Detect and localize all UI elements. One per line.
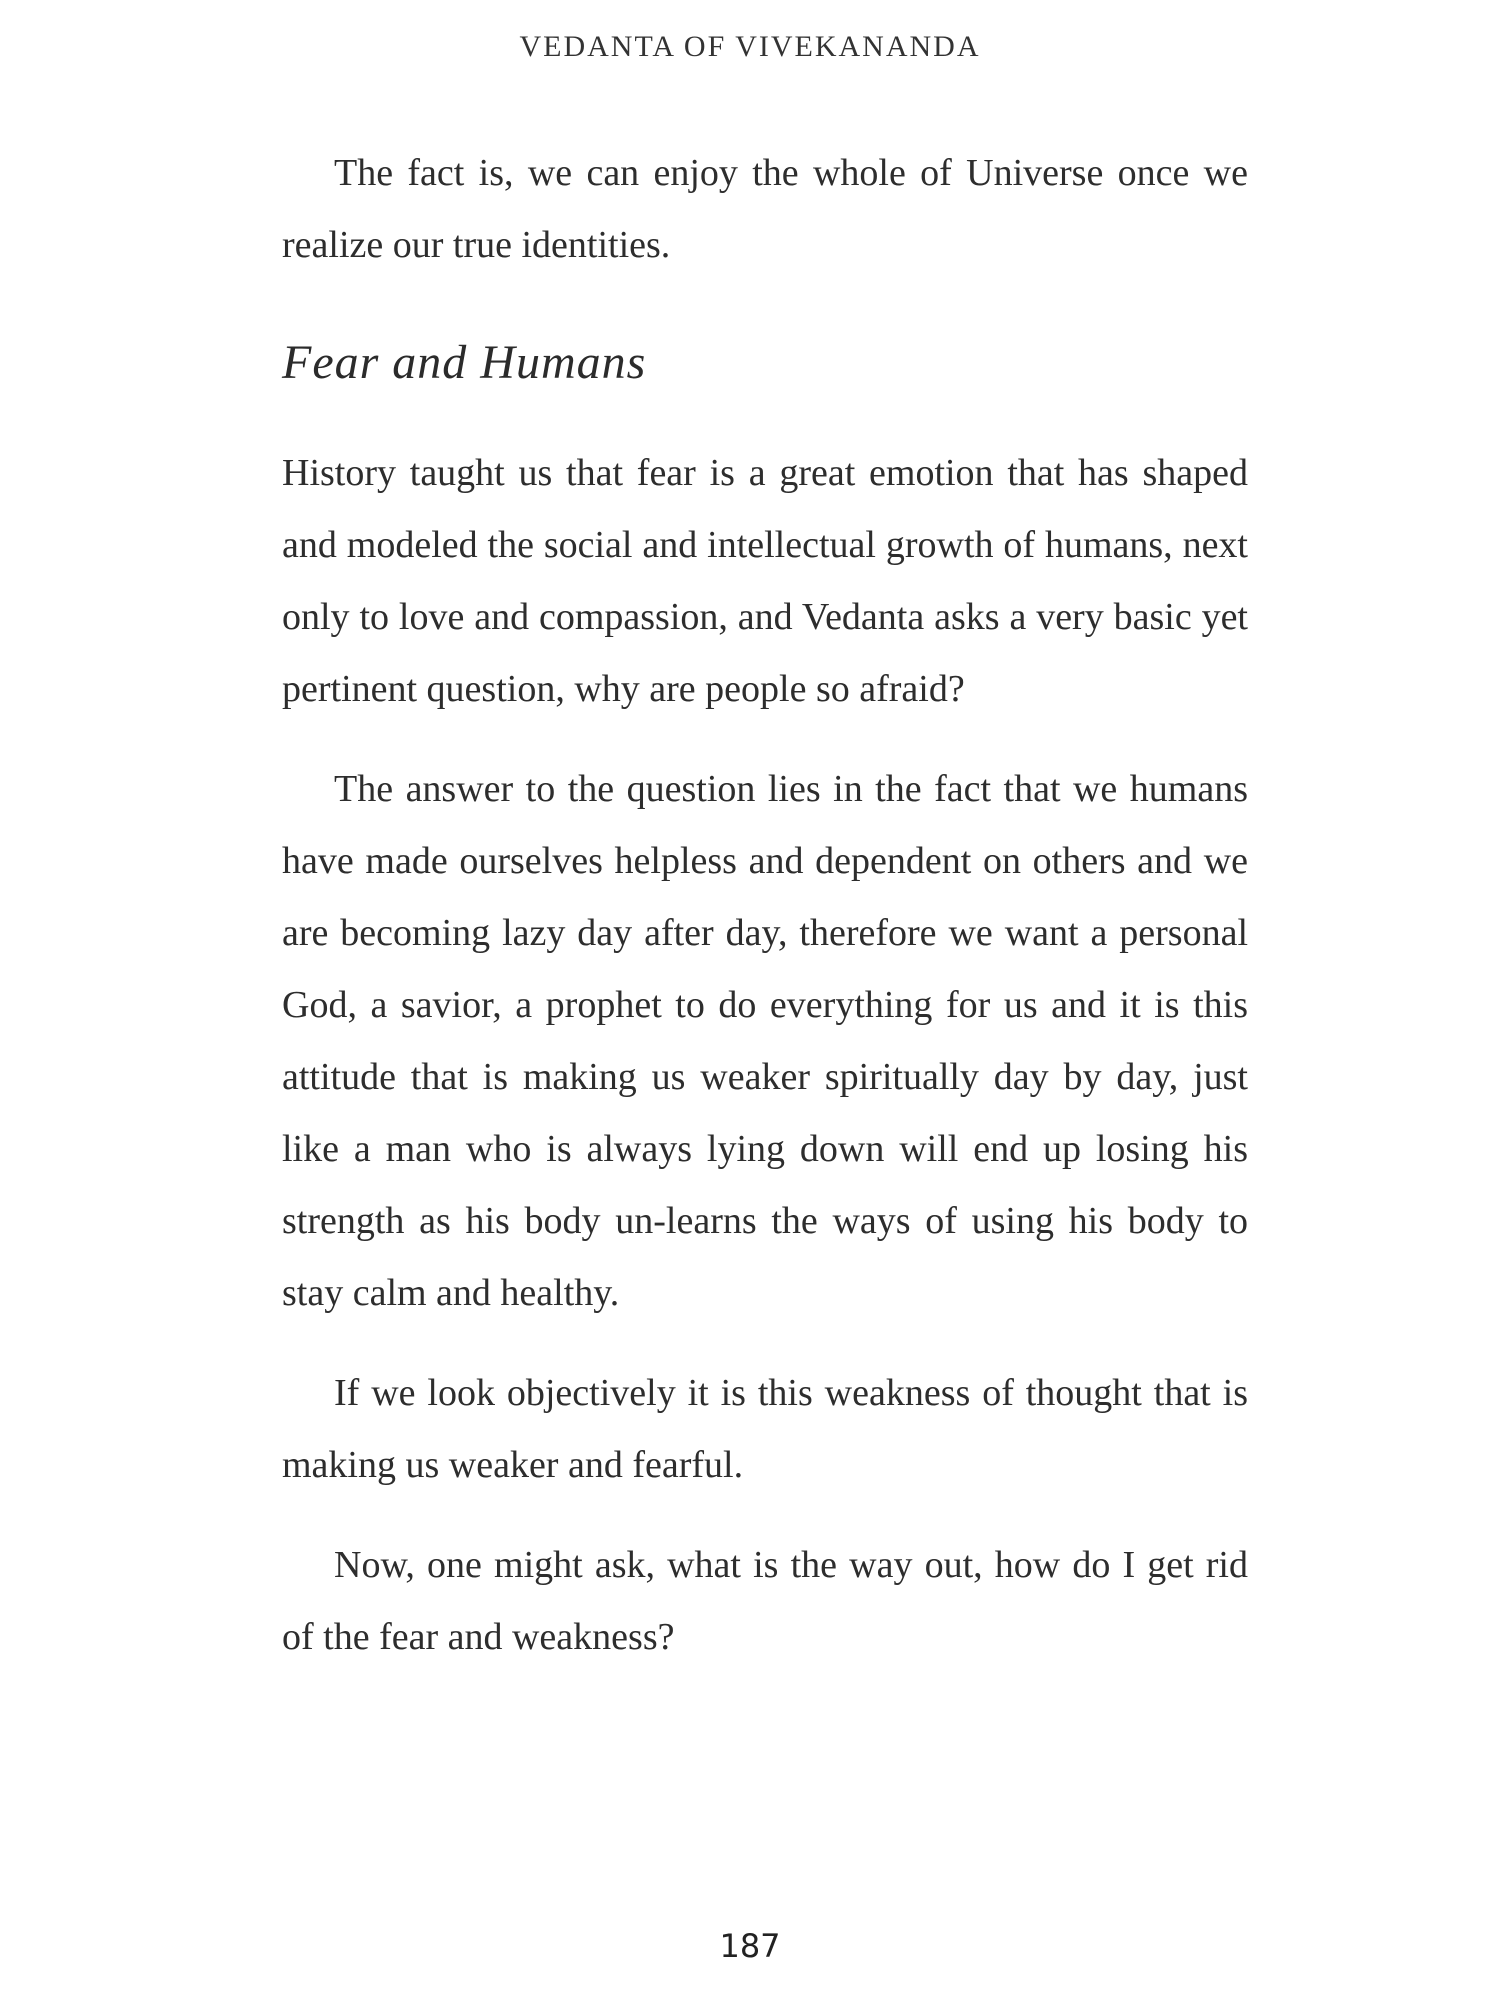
page-body <box>282 137 1248 1673</box>
section-heading: Fear and Humans <box>282 336 647 389</box>
page-number: 187 <box>719 1927 781 1965</box>
paragraph-answer: The answer to the question lies in the fact that we humans have made ourselves helpless and dependent on others and we are becoming lazy day after day, therefore we want a personal God, a savior, a prophet to do everything for us and it is this attitude that is making us weaker spiritually day by day, just like a man who is always lying down will end up losing his strength as his body un-learns the ways of using his body to stay calm and healthy. <box>282 768 1248 1314</box>
paragraph-weakness: If we look objectively it is this weakness of thought that is making us weaker and fearful. <box>282 1372 1248 1486</box>
paragraph-history: History taught us that fear is a great emotion that has shaped and modeled the social and intellectual growth of humans, next only to love and compassion, and Vedanta asks a very basic yet pertinent question, why are people so afraid? <box>282 452 1248 710</box>
running-header: VEDANTA OF VIVEKANANDA <box>519 30 981 63</box>
paragraph-way-out: Now, one might ask, what is the way out, how do I get rid of the fear and weakness? <box>282 1544 1248 1658</box>
intro-paragraph: The fact is, we can enjoy the whole of Universe once we realize our true identities. <box>282 152 1248 266</box>
